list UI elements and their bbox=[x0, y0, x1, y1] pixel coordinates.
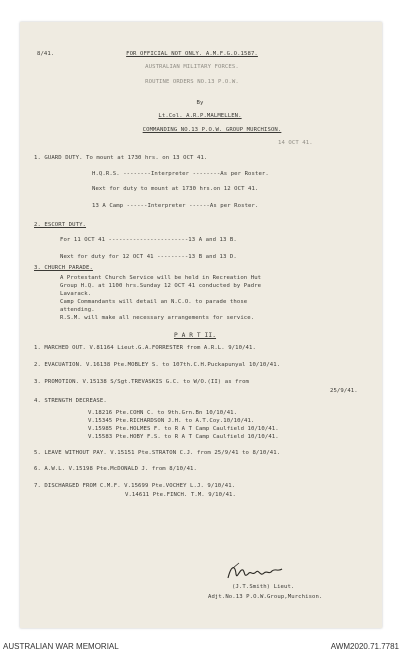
header-line-4: By bbox=[196, 100, 204, 106]
header-line-2: AUSTRALIAN MILITARY FORCES. bbox=[145, 64, 239, 70]
escort-duty-line-1: For 11 OCT 41 -----------------------13 A and 13 B. bbox=[60, 237, 237, 243]
header-date: 14 OCT 41. bbox=[278, 140, 313, 146]
church-parade-title: 3. CHURCH PARADE. bbox=[34, 265, 93, 271]
part2-item-7: 7. DISCHARGED FROM C.M.F. V.15699 Pte.VOCHEY L.J. 9/10/41. bbox=[34, 483, 236, 489]
part2-item-4-line-1: V.18216 Pte.COHN C. to 9th.Grn.Bn 10/10/41. bbox=[88, 410, 238, 416]
guard-duty-line-4: 13 A Camp ------Interpreter ------As per Roster. bbox=[92, 203, 259, 209]
header-line-6: COMMANDING NO.13 P.O.W. GROUP MURCHISON. bbox=[142, 127, 282, 133]
footer-left: AUSTRALIAN WAR MEMORIAL bbox=[3, 642, 119, 651]
guard-duty-line-1: 1. GUARD DUTY. To mount at 1730 hrs. on 13 OCT 41. bbox=[34, 155, 208, 161]
part2-item-7-line-2: V.14611 Pte.FINCH. T.M. 9/10/41. bbox=[125, 492, 236, 498]
guard-duty-line-3: Next for duty to mount at 1730 hrs.on 12 OCT 41. bbox=[92, 186, 259, 192]
part2-item-4-line-3: V.15985 Pte.HOLMES F. to R A T Camp Caulfield 10/10/41. bbox=[88, 426, 279, 432]
escort-duty-title: 2. ESCORT DUTY. bbox=[34, 222, 87, 228]
part2-item-6: 6. A.W.L. V.15198 Pte.McDONALD J. from 8/10/41. bbox=[34, 466, 197, 472]
part2-item-4-line-2: V.15345 Pte.RICHARDSON J.H. to A.T.Coy.10/10/41. bbox=[88, 418, 255, 424]
church-parade-line-5: attending. bbox=[60, 307, 95, 313]
part2-item-1: 1. MARCHED OUT. V.81164 Lieut.G.A.FORRESTER from A.R.L. 9/10/41. bbox=[34, 345, 256, 351]
header-line-5: Lt.Col. A.R.P.MALMELLEN. bbox=[158, 113, 242, 119]
signature-role: Adjt.No.13 P.O.W.Group,Murchison. bbox=[208, 594, 323, 600]
church-parade-line-6: R.S.M. will make all necessary arrangements for service. bbox=[60, 315, 255, 321]
part-heading: P A R T II. bbox=[173, 332, 217, 339]
church-parade-line-1: A Protestant Church Service will be held in Recreation Hut bbox=[60, 275, 262, 281]
church-parade-line-4: Camp Commandants will detail an N.C.O. to parade those bbox=[60, 299, 248, 305]
church-parade-line-3: Lavarack. bbox=[60, 291, 92, 297]
header-line-1: FOR OFFICIAL NOT ONLY. A.M.F.G.O.1587. bbox=[126, 51, 258, 57]
part2-item-5: 5. LEAVE WITHOUT PAY. V.15151 Pte.STRATON C.J. from 25/9/41 to 8/10/41. bbox=[34, 450, 281, 456]
part2-item-2: 2. EVACUATION. V.16138 Pte.MOBLEY S. to 107th.C.H.Puckapunyal 10/10/41. bbox=[34, 362, 281, 368]
escort-duty-line-2: Next for duty for 12 OCT 41 ---------13 B and 13 D. bbox=[60, 254, 237, 260]
archive-footer bbox=[0, 640, 402, 653]
handwritten-signature bbox=[225, 560, 285, 584]
part2-item-4-line-4: V.15583 Pte.HOBY F.S. to R A T Camp Caulfield 10/10/41. bbox=[88, 434, 279, 440]
header-line-3: ROUTINE ORDERS NO.13 P.O.W. bbox=[145, 79, 239, 85]
church-parade-line-2: Group H.Q. at 1100 hrs.Sunday 12 OCT 41 conducted by Padre bbox=[60, 283, 262, 289]
part2-item-3: 3. PROMOTION. V.15138 S/Sgt.TREVASKIS G.C. to W/O.(II) as from bbox=[34, 379, 249, 385]
part2-item-3-cont: 25/9/41. bbox=[330, 388, 358, 394]
footer-right: AWM2020.71.7781 bbox=[330, 642, 399, 651]
part2-item-4-title: 4. STRENGTH DECREASE. bbox=[34, 398, 107, 404]
document-ref: 8/41. bbox=[37, 51, 55, 57]
signature-name: (J.T.Smith) Lieut. bbox=[232, 584, 295, 590]
guard-duty-line-2: H.Q.R.S. --------Interpreter --------As per Roster. bbox=[92, 171, 269, 177]
